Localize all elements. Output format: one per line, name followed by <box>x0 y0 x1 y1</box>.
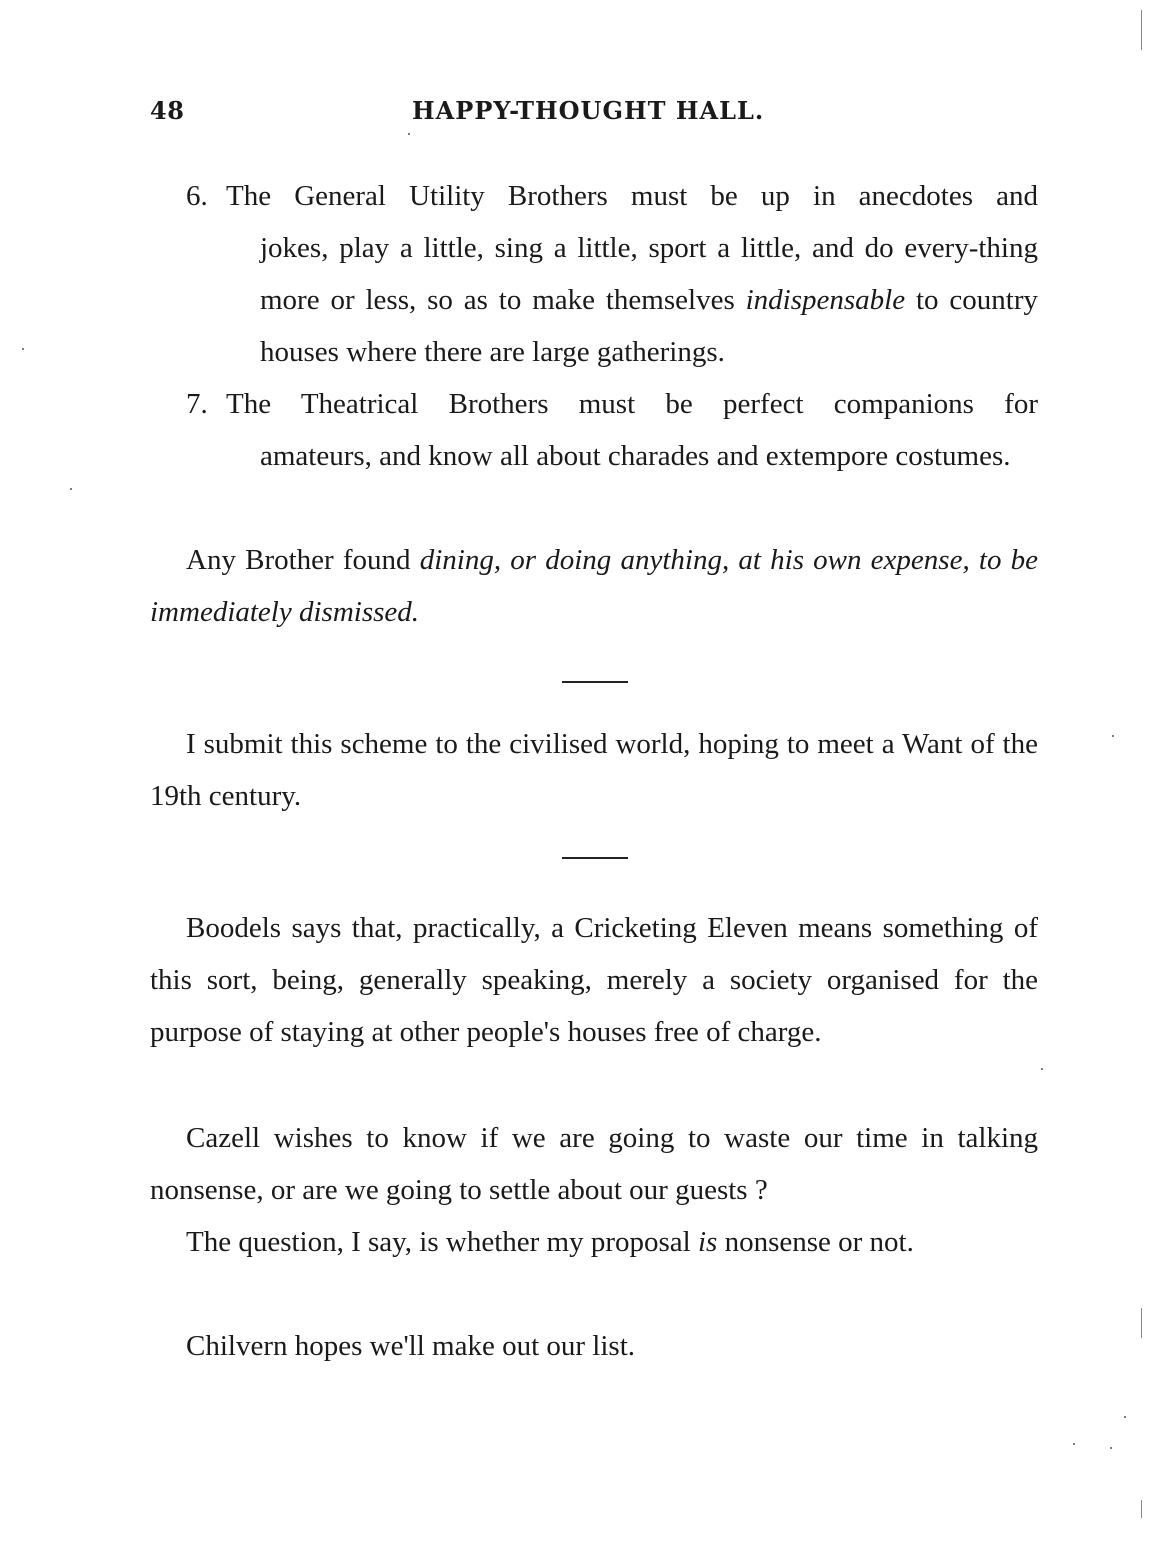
list-item-6 <box>186 170 1038 378</box>
list-item-first-line <box>186 378 1038 430</box>
list-item-first-line <box>186 170 1038 222</box>
paragraph-submit: I submit this scheme to the civilised world, hoping to meet a Want of the 19th century. <box>150 728 1038 812</box>
paragraph-boodels: Boodels says that, practically, a Cricketing Eleven means something of this sort, being, generally speaking, merely a society organised for the purpose of staying at other people's houses free of charge. <box>150 912 1038 1048</box>
paragraph-emphasis: dining, or doing anything, at his own expense, to be immediately dismissed. <box>150 544 1038 628</box>
running-title: HAPPY-THOUGHT HALL. <box>412 96 765 125</box>
paragraph-text: nonsense or not. <box>717 1226 914 1258</box>
paragraph-emphasis: is <box>697 1226 718 1258</box>
paragraph-question <box>150 1216 1038 1268</box>
paragraph-text: Any Brother found <box>186 544 420 576</box>
page-edge-mark <box>1141 1308 1142 1338</box>
list-item-text: to country houses where there are large gatherings. <box>260 284 1038 368</box>
scan-speck <box>408 133 410 135</box>
paragraph-chilvern: Chilvern hopes we'll make out our list. <box>186 1330 636 1362</box>
scan-speck <box>1110 1447 1112 1449</box>
list-item-continuation <box>186 222 1038 378</box>
rule-paragraph <box>150 534 1038 638</box>
scan-speck <box>1041 1068 1043 1070</box>
page-number: 48 <box>150 96 185 125</box>
list-item-number: 7. <box>186 388 208 420</box>
paragraph-cazell: Cazell wishes to know if we are going to waste our time in talking nonsense, or are we going to settle about our guests ? <box>150 1122 1038 1206</box>
scan-speck <box>70 488 72 490</box>
section-divider <box>562 857 628 859</box>
scan-speck <box>1073 1443 1075 1445</box>
running-header <box>150 96 1038 132</box>
scan-speck <box>22 348 24 350</box>
list-item-text: jokes, play a little, sing a little, sport a little, and do every-thing more or less, so as to make themselves <box>260 232 1038 316</box>
list-item-continuation: amateurs, and know all about charades and extempore costumes. <box>260 440 1011 472</box>
page-edge-mark <box>1141 1500 1142 1518</box>
section-divider <box>562 681 628 683</box>
paragraph-text: The question, I say, is whether my proposal <box>186 1226 698 1258</box>
list-item-number: 6. <box>186 180 208 212</box>
scan-speck <box>1112 735 1114 737</box>
list-item-emphasis: indispensable <box>745 284 906 316</box>
list-item-text: The Theatrical Brothers must be perfect companions for <box>226 388 1038 420</box>
list-item-text: The General Utility Brothers must be up in anecdotes and <box>226 180 1038 212</box>
list-item-7 <box>186 378 1038 482</box>
scan-speck <box>1124 1416 1126 1418</box>
page-edge-mark <box>1141 10 1142 50</box>
